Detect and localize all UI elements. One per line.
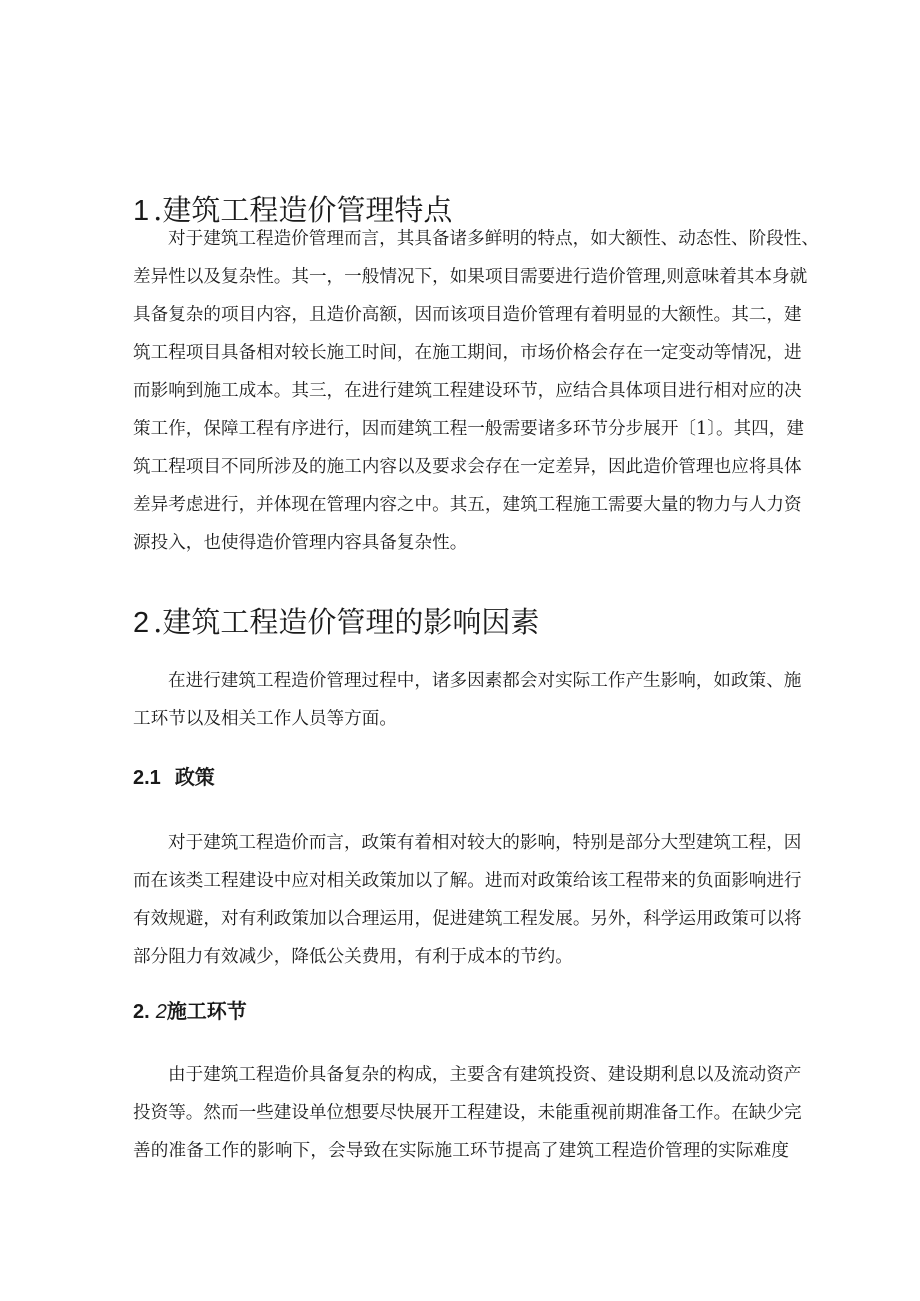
- paragraph-line: 差异考虑进行，并体现在管理内容之中。其五，建筑工程施工需要大量的物力与人力资: [133, 495, 802, 515]
- paragraph-line: 工环节以及相关工作人员等方面。: [133, 709, 397, 729]
- paragraph-line: 对于建筑工程造价管理而言，其具备诸多鲜明的特点，如大额性、动态性、阶段性、: [168, 229, 819, 249]
- paragraph-line: 源投入，也使得造价管理内容具备复杂性。: [133, 533, 468, 553]
- subsection-2-1-paragraph: [133, 824, 802, 976]
- section-2-paragraph: [133, 662, 802, 738]
- paragraph-line: 善的准备工作的影响下，会导致在实际施工环节提高了建筑工程造价管理的实际难度: [133, 1141, 789, 1161]
- subsection-2-1-heading: [133, 762, 215, 793]
- paragraph-line: 差异性以及复杂性。其一，一般情况下，如果项目需要进行造价管理,则意味着其本身就: [133, 267, 808, 287]
- section-2-number: 2: [133, 607, 150, 639]
- subsection-2-2-number: [133, 1001, 167, 1023]
- paragraph-line: 由于建筑工程造价具备复杂的构成，主要含有建筑投资、建设期利息以及流动资产: [168, 1065, 802, 1085]
- subsection-2-1-number: 2.1: [133, 767, 161, 789]
- subsection-2-2-title: 施工环节: [166, 999, 247, 1023]
- section-1-title: .建筑工程造价管理特点: [153, 193, 453, 227]
- paragraph-line: 部分阻力有效减少，降低公关费用，有利于成本的节约。: [133, 947, 573, 967]
- paragraph-line: 筑工程项目具备相对较长施工时间，在施工期间，市场价格会存在一定变动等情况，进: [133, 343, 802, 363]
- section-1-number: 1: [133, 195, 150, 227]
- subsection-2-2-heading: [133, 996, 247, 1027]
- paragraph-line: 策工作，保障工程有序进行，因而建筑工程一般需要诸多环节分步展开〔1〕。其四，建: [133, 419, 804, 439]
- paragraph-line: 而在该类工程建设中应对相关政策加以了解。进而对政策给该工程带来的负面影响进行: [133, 871, 802, 891]
- paragraph-line: 有效规避，对有利政策加以合理运用，促进建筑工程发展。另外，科学运用政策可以将: [133, 909, 802, 929]
- subsection-2-2-number-italic: 2: [155, 1001, 167, 1023]
- subsection-2-2-number-main: 2.: [133, 1001, 150, 1023]
- paragraph-line: 而影响到施工成本。其三，在进行建筑工程建设环节，应结合具体项目进行相对应的决: [133, 381, 802, 401]
- section-2-heading: [133, 602, 539, 643]
- paragraph-line: 筑工程项目不同所涉及的施工内容以及要求会存在一定差异，因此造价管理也应将具体: [133, 457, 802, 477]
- paragraph-line: 在进行建筑工程造价管理过程中，诸多因素都会对实际工作产生影响，如政策、施: [168, 671, 802, 691]
- section-1-paragraph: [133, 220, 819, 562]
- subsection-2-1-title: 政策: [174, 765, 215, 789]
- section-2-title: .建筑工程造价管理的影响因素: [153, 605, 540, 639]
- paragraph-line: 对于建筑工程造价而言，政策有着相对较大的影响，特别是部分大型建筑工程，因: [168, 833, 802, 853]
- paragraph-line: 投资等。然而一些建设单位想要尽快展开工程建设，未能重视前期准备工作。在缺少完: [133, 1103, 802, 1123]
- subsection-2-2-paragraph: [133, 1056, 802, 1170]
- paragraph-line: 具备复杂的项目内容，且造价高额，因而该项目造价管理有着明显的大额性。其二，建: [133, 305, 802, 325]
